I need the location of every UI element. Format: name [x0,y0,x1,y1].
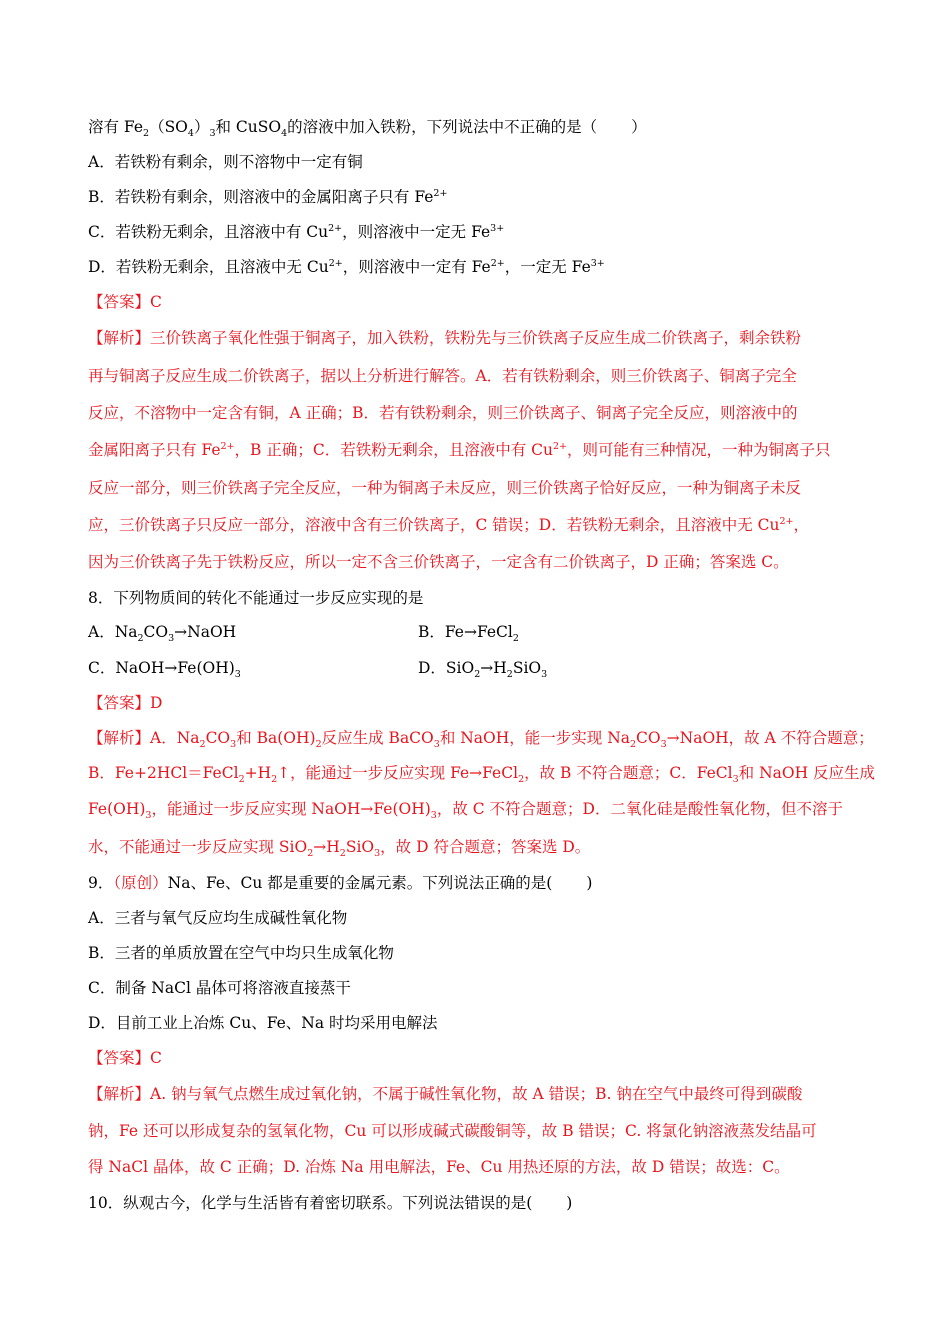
q8-stem: 8．下列物质间的转化不能通过一步反应实现的是 [88,589,424,607]
q7-option-a: A．若铁粉有剩余，则不溶物中一定有铜 [88,153,363,171]
q8-analysis-line-2: B．$Fe+2HCl=FeCl_2+H_2↑$，能通过一步反应实现 Fe→FeCl$_2$，故 B 不符合题意；C．FeCl$_3$和 NaOH 反应生成 [88,764,876,786]
q9-stem: 9．（原创）Na、Fe、Cu 都是重要的金属元素。下列说法正确的是( ) [88,874,593,892]
q8-analysis-line-4: 水，不能通过一步反应实现 $SiO_2\to H_2SiO_3$，故 D 符合题意；答案选 D。 [88,838,591,860]
q8-option-a: A．$Na_2CO_3\to NaOH$ [88,623,237,645]
q10-stem: 10．纵观古今，化学与生活皆有着密切联系。下列说法错误的是( ) [88,1194,573,1212]
q7-option-c: C．若铁粉无剩余，且溶液中有 $Cu^{2+}$，则溶液中一定无 $Fe^{3+}$ [88,222,505,241]
q9-original-tag: （原创） [113,874,168,892]
q7-option-b: B．若铁粉有剩余，则溶液中的金属阳离子只有 $Fe^{2+}$ [88,187,448,206]
q7-analysis-line-5: 反应一部分，则三价铁离子完全反应，一种为铜离子未反应，则三价铁离子恰好反应，一种为铜离子未反 [88,479,802,497]
q9-option-b: B．三者的单质放置在空气中均只生成氧化物 [88,944,394,962]
q7-stem: 溶有 $Fe_2(SO_4)_3$和 CuSO$_4$的溶液中加入铁粉，下列说法中不正确的是（ ） [88,118,647,140]
q7-analysis-line-2: 再与铜离子反应生成二价铁离子，据以上分析进行解答。A．若有铁粉剩余，则三价铁离子、铜离子完全 [88,367,797,385]
q7-answer: 【答案】C [88,293,162,311]
q7-analysis-line-3: 反应，不溶物中一定含有铜，A 正确；B．若有铁粉剩余，则三价铁离子、铜离子完全反应，则溶液中的 [88,404,798,422]
q7-analysis-line-6: 应，三价铁离子只反应一部分，溶液中含有三价铁离子，C 错误；D．若铁粉无剩余，且溶液中无 $Cu^{2+}$， [88,515,810,534]
q9-analysis-line-1: 【解析】A. 钠与氧气点燃生成过氧化钠，不属于碱性氧化物，故 A 错误；B. 钠在空气中最终可得到碳酸 [88,1085,803,1103]
q9-analysis-line-2: 钠，Fe 还可以形成复杂的氢氧化物，Cu 可以形成碱式碳酸铜等，故 B 错误；C. 将氯化钠溶液蒸发结晶可 [88,1122,817,1140]
q7-analysis-line-1: 【解析】三价铁离子氧化性强于铜离子，加入铁粉，铁粉先与三价铁离子反应生成二价铁离子，剩余铁粉 [88,329,802,347]
q9-answer: 【答案】C [88,1049,162,1067]
q9-analysis-line-3: 得 NaCl 晶体，故 C 正确；D. 冶炼 Na 用电解法，Fe、Cu 用热还原的方法，故 D 错误；故选：C。 [88,1158,790,1176]
q8-analysis-line-1: 【解析】A．$Na_2CO_3$和 $Ba(OH)_2$反应生成 BaCO$_3$和 NaOH，能一步实现 $Na_2CO_3\to NaOH$，故 A 不符合题意； [88,729,874,751]
q8-option-d: D．$SiO_2\to H_2SiO_3$ [418,659,548,681]
q8-option-c: C．$NaOH\to Fe(OH)_3$ [88,659,241,681]
q8-option-b: B．Fe→FeCl$_2$ [418,623,519,645]
q9-option-a: A．三者与氧气反应均生成碱性氧化物 [88,909,348,927]
q9-option-c: C．制备 NaCl 晶体可将溶液直接蒸干 [88,979,351,997]
q9-option-d: D．目前工业上冶炼 Cu、Fe、Na 时均采用电解法 [88,1014,438,1032]
q7-option-d: D．若铁粉无剩余，且溶液中无 $Cu^{2+}$，则溶液中一定有 $Fe^{2+}$，一定无 $Fe^{3+}$ [88,257,605,276]
q8-analysis-line-3: $Fe(OH)_3$，能通过一步反应实现 $NaOH\to Fe(OH)_3$，故 C 不符合题意；D．二氧化硅是酸性氧化物，但不溶于 [88,800,843,822]
q8-answer: 【答案】D [88,694,163,712]
q7-analysis-line-7: 因为三价铁离子先于铁粉反应，所以一定不含三价铁离子，一定含有二价铁离子，D 正确；答案选 C。 [88,553,789,571]
q7-analysis-line-4: 金属阳离子只有 $Fe^{2+}$，B 正确；C．若铁粉无剩余，且溶液中有 $Cu^{2+}$，则可能有三种情况，一种为铜离子只 [88,440,831,459]
